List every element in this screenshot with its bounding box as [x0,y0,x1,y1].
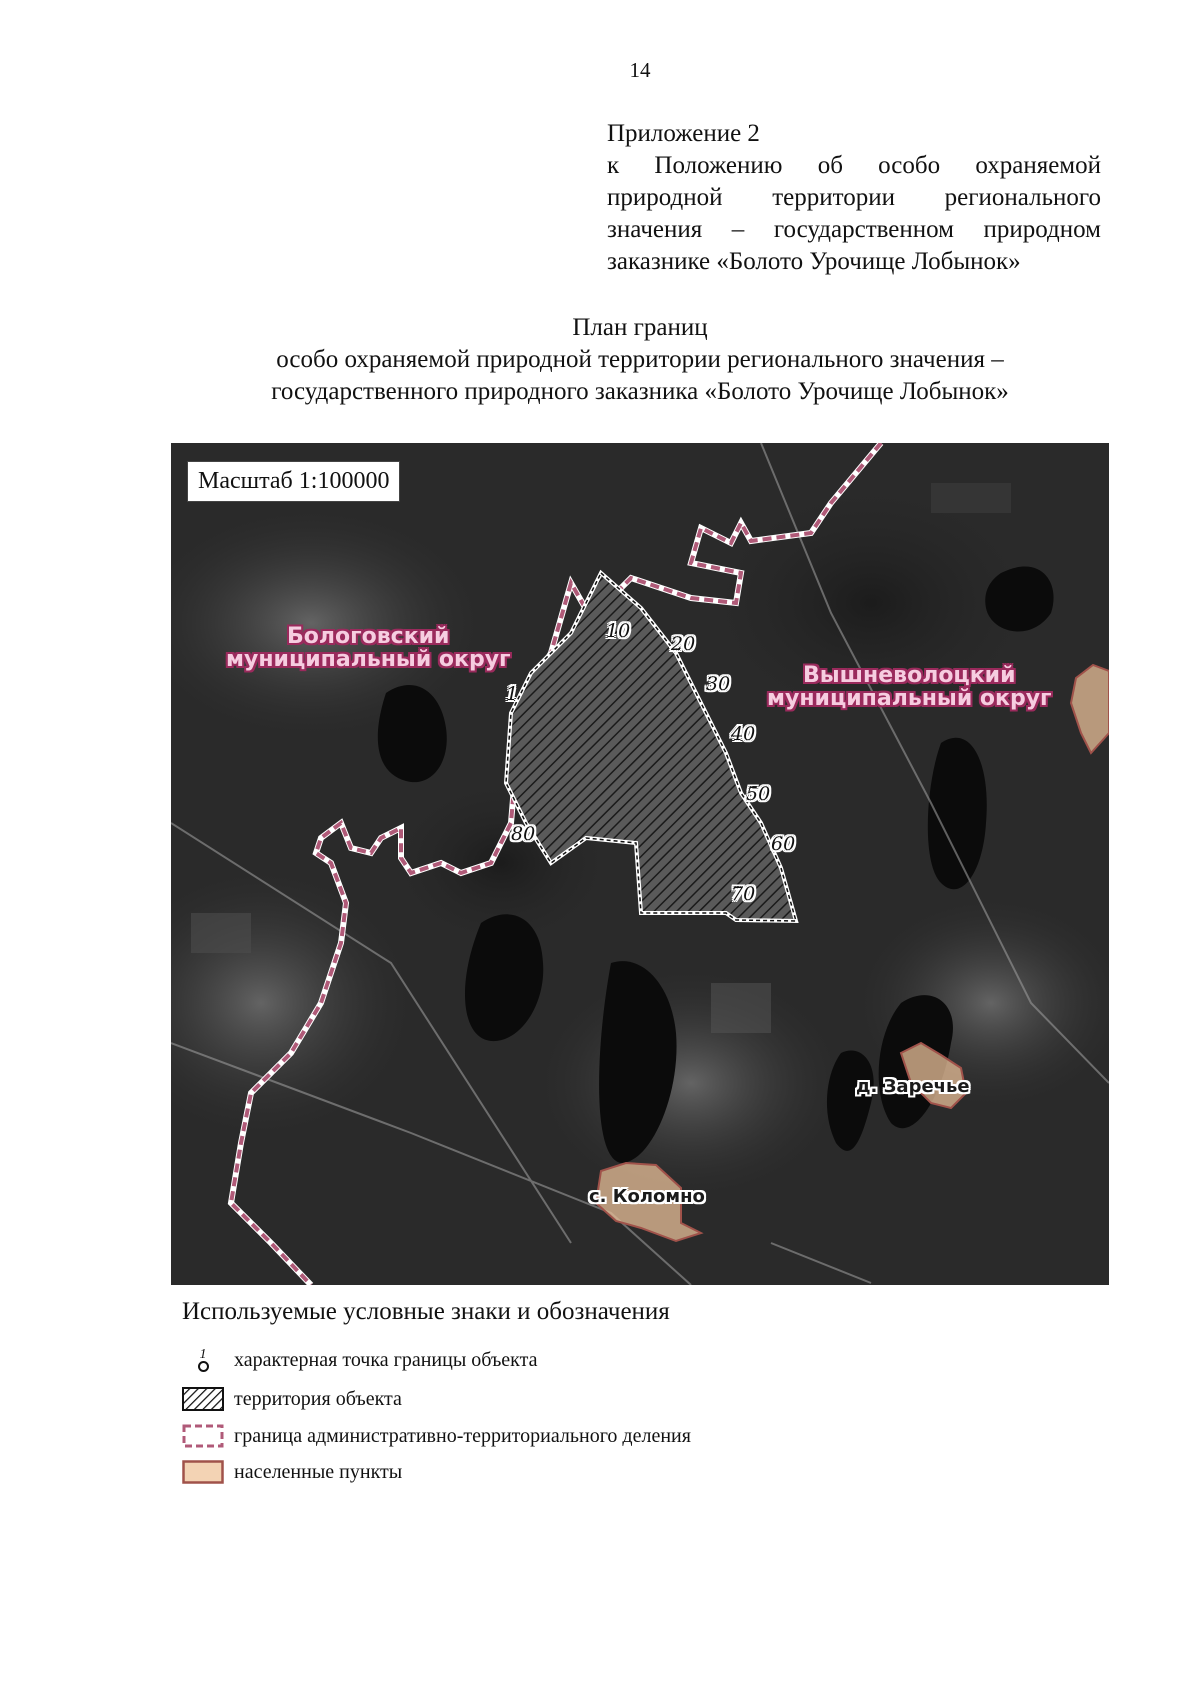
boundary-point-label: 80 [511,823,536,845]
region-label-bologovsky [226,625,511,671]
boundary-point-label: 10 [606,620,631,642]
settlement-area-icon [182,1460,224,1484]
appendix-header [607,118,1101,278]
boundary-point-number: 1 [199,1346,207,1362]
boundary-point-label: 60 [771,833,796,855]
hatched-area-icon [182,1387,224,1411]
scale-label: Масштаб 1:100000 [187,461,400,502]
region-label-vyshnevolotsky [767,664,1052,710]
place-label-kolomno: с. Коломно [589,1186,705,1207]
legend-label: населенные пункты [234,1460,403,1483]
boundary-point-label: 70 [731,883,756,905]
legend-item-territory [182,1384,402,1414]
boundary-point-icon [182,1348,224,1372]
map-canvas [171,443,1109,1285]
legend-label: характерная точка границы объекта [234,1348,538,1371]
region-name-line: Бологовский [287,624,450,649]
legend-title: Используемые условные знаки и обозначения [182,1298,670,1325]
region-name-line: Вышневолоцкий [803,663,1016,688]
plan-title-line3: государственного природного заказника «Болото Урочище Лобынок» [271,378,1009,405]
place-label-zarechye: д. Заречье [856,1076,970,1097]
boundary-point-label: 40 [731,723,756,745]
boundary-point-label: 50 [746,783,771,805]
region-name-line: муниципальный округ [767,686,1052,712]
legend-label: территория объекта [234,1387,402,1410]
boundary-point-label: 20 [671,633,696,655]
region-name-line: муниципальный округ [226,647,511,673]
boundary-map [171,443,1109,1285]
plan-title-line2: особо охраняемой природной территории регионального значения – [276,346,1004,373]
legend-item-point [182,1345,538,1375]
boundary-point-label: 1 [506,683,519,705]
legend-label: граница административно-территориального деления [234,1424,691,1447]
page-number: 14 [629,58,651,82]
legend-item-settlement [182,1457,402,1487]
appendix-heading: Приложение 2 [607,120,760,147]
plan-title [100,312,1180,408]
settlement-east [1071,665,1109,753]
dashed-boundary-icon [182,1424,224,1448]
appendix-text: к Положению об особо охраняемой природной территории регионального значения – государственном природном заказнике «Болото Урочище Лобынок» [607,152,1101,275]
legend-item-admin-boundary [182,1421,691,1451]
plan-title-line1: План границ [572,314,708,341]
boundary-point-label: 30 [706,673,731,695]
